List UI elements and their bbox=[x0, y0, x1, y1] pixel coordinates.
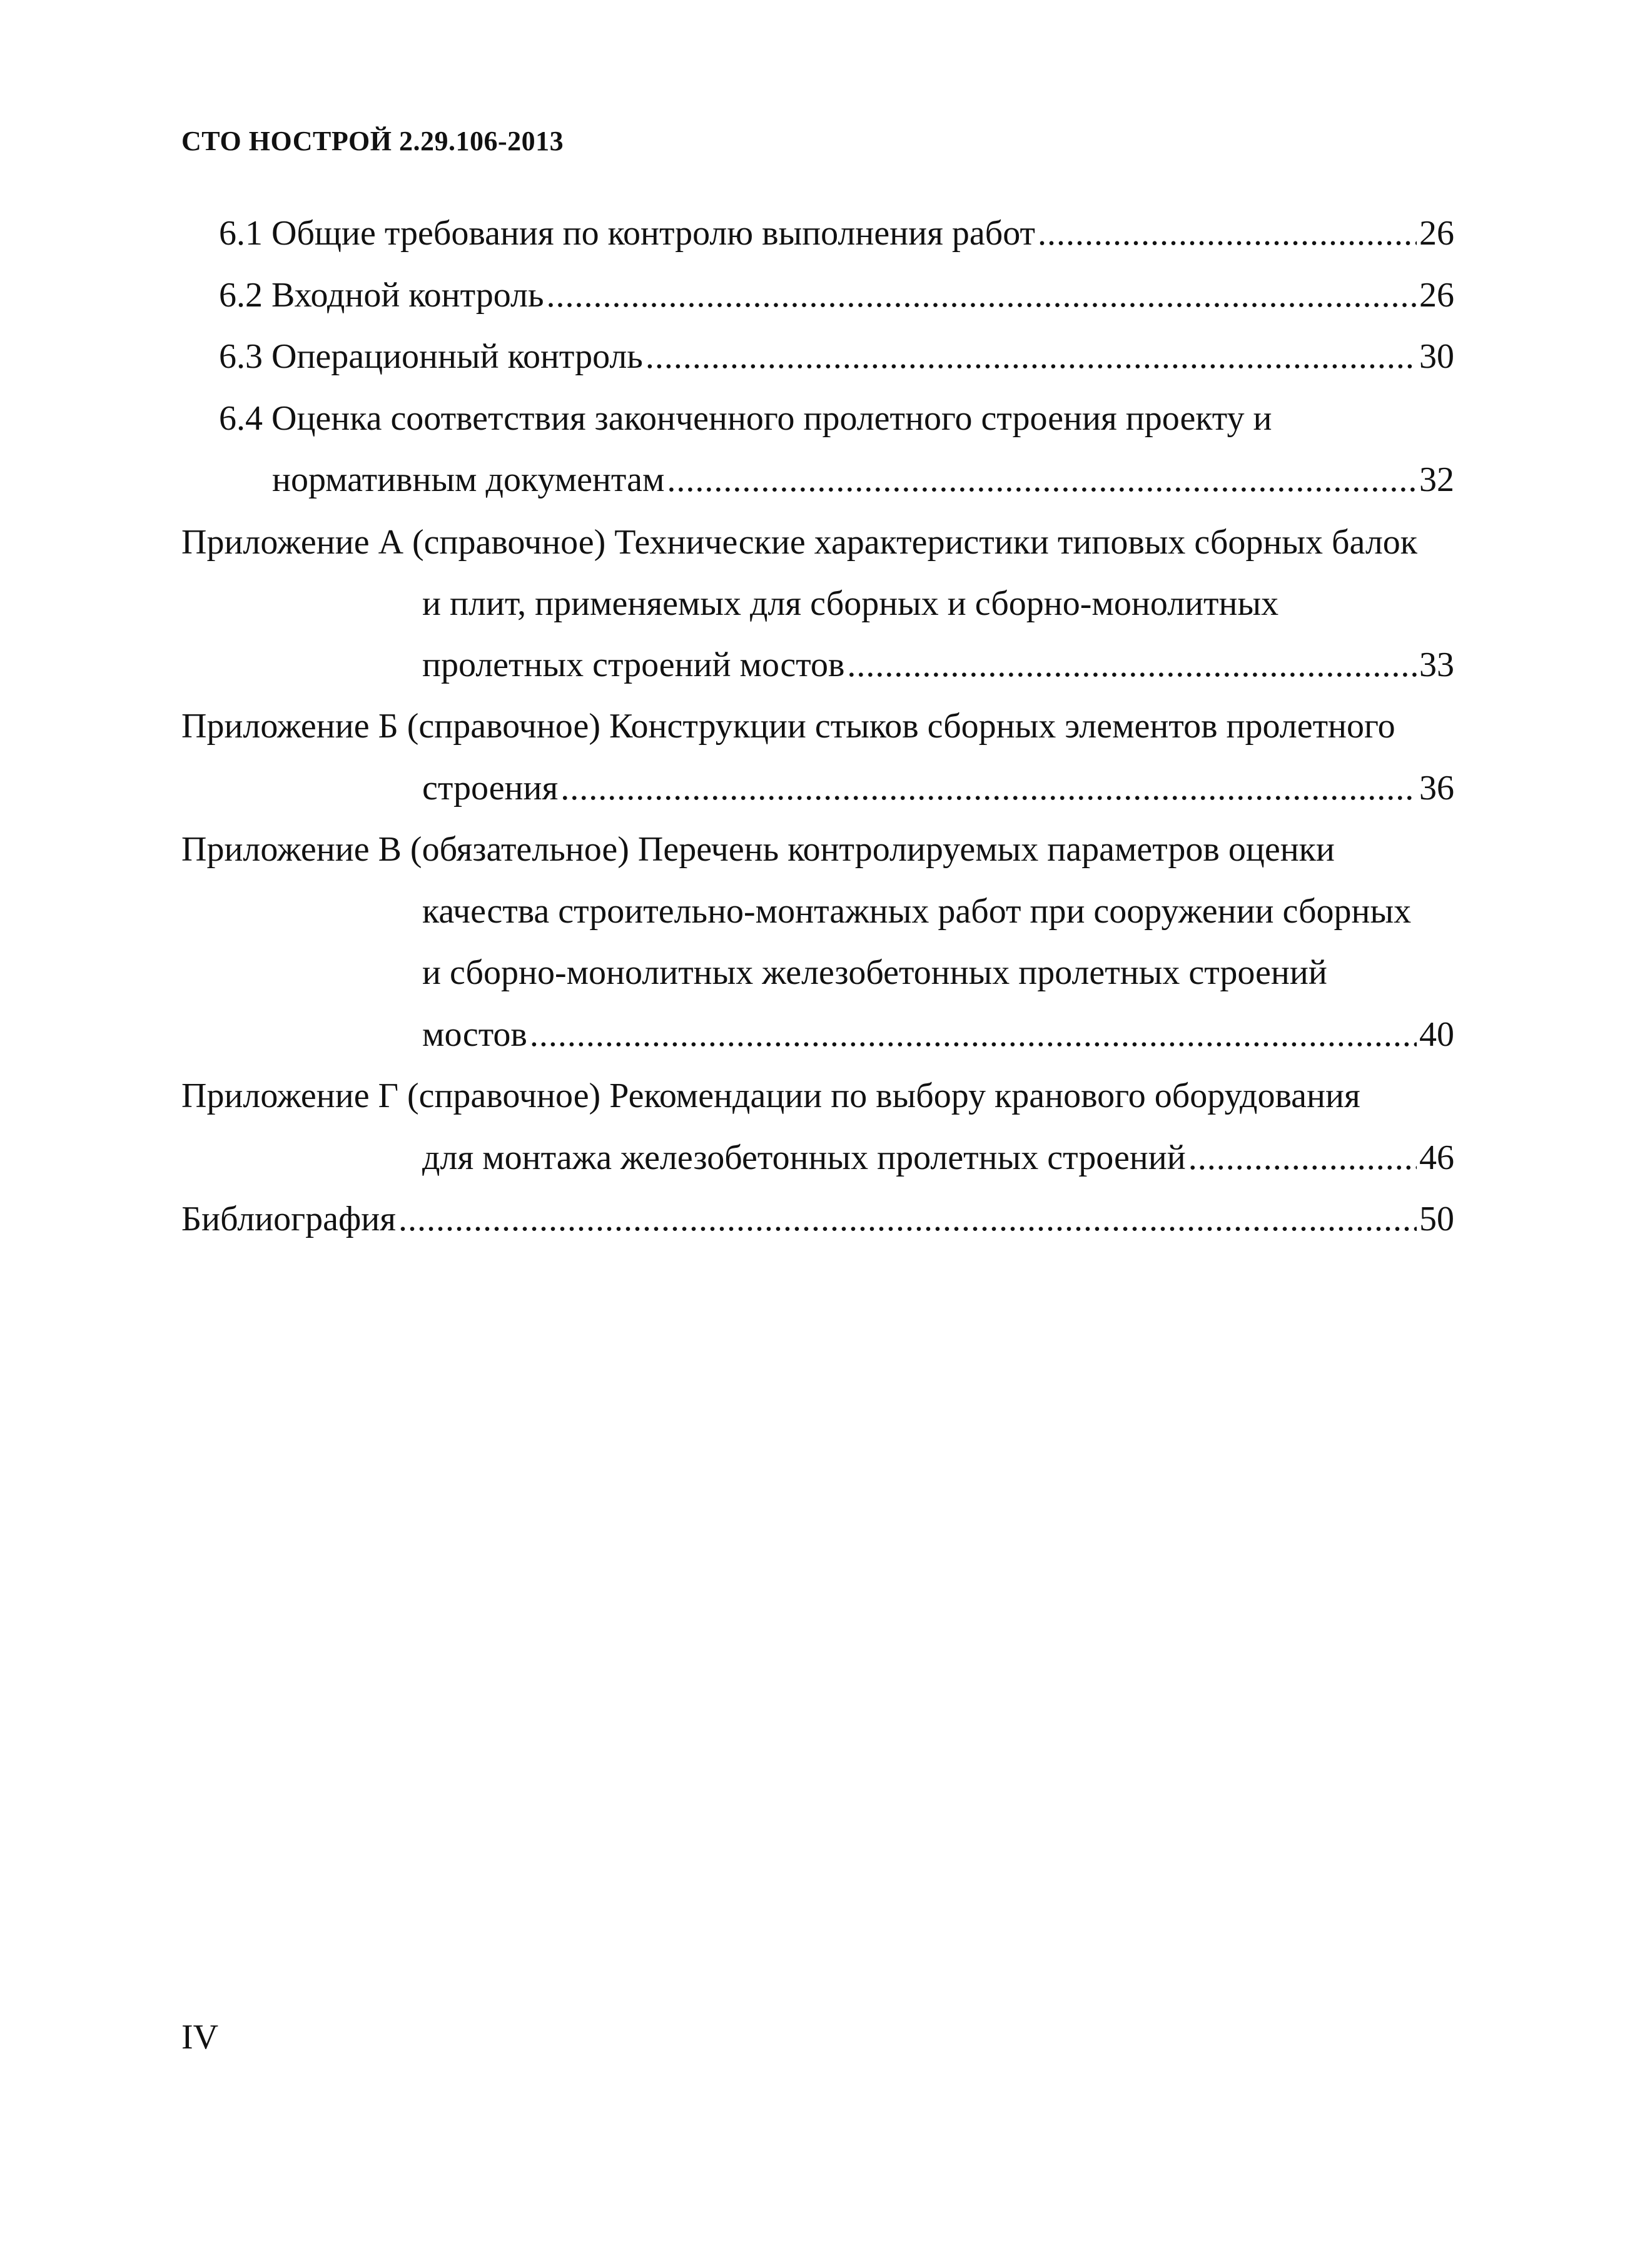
toc-entry-title: 6.3 Операционный контроль bbox=[219, 337, 643, 376]
toc-entry-appendix-a-line1[interactable]: Приложение А (справочное) Технические характеристики типовых сборных балок bbox=[181, 523, 1417, 562]
toc-entry-page: 30 bbox=[1419, 337, 1454, 376]
toc-entry-bibliography[interactable] bbox=[181, 1197, 1454, 1241]
toc-dot-leader bbox=[1188, 1136, 1417, 1180]
document-header-code: СТО НОСТРОЙ 2.29.106-2013 bbox=[181, 126, 564, 156]
toc-dot-leader bbox=[530, 1013, 1417, 1056]
toc-entry-title: пролетных строений мостов bbox=[422, 645, 845, 684]
toc-entry-title: 6.1 Общие требования по контролю выполнения работ bbox=[219, 214, 1035, 253]
toc-entry-appendix-g-line2[interactable] bbox=[422, 1136, 1454, 1180]
page-number: IV bbox=[181, 2018, 219, 2057]
toc-dot-leader bbox=[547, 273, 1417, 317]
toc-entry-appendix-v-line3: и сборно-монолитных железобетонных пролетных строений bbox=[422, 953, 1327, 992]
toc-entry-page: 40 bbox=[1419, 1015, 1454, 1054]
toc-entry-appendix-v-line2: качества строительно-монтажных работ при сооружении сборных bbox=[422, 892, 1412, 931]
toc-entry-title: нормативным документам bbox=[272, 460, 665, 499]
toc-entry-appendix-v-line1[interactable]: Приложение В (обязательное) Перечень контролируемых параметров оценки bbox=[181, 830, 1335, 869]
toc-entry-6-3[interactable] bbox=[219, 335, 1454, 378]
toc-entry-page: 46 bbox=[1419, 1138, 1454, 1177]
toc-dot-leader bbox=[560, 766, 1417, 810]
toc-entry-title: строения bbox=[422, 769, 559, 807]
toc-entry-appendix-v-line4[interactable] bbox=[422, 1013, 1454, 1056]
toc-entry-page: 33 bbox=[1419, 645, 1454, 684]
toc-entry-appendix-a-line2: и плит, применяемых для сборных и сборно-монолитных bbox=[422, 584, 1279, 623]
toc-entry-title: 6.2 Входной контроль bbox=[219, 276, 544, 315]
toc-entry-page: 26 bbox=[1419, 214, 1454, 253]
toc-dot-leader bbox=[645, 335, 1417, 378]
toc-entry-page: 32 bbox=[1419, 460, 1454, 499]
toc-entry-6-2[interactable] bbox=[219, 273, 1454, 317]
toc-dot-leader bbox=[847, 643, 1417, 687]
toc-entry-6-4-line2[interactable] bbox=[272, 458, 1454, 502]
toc-entry-appendix-a-line3[interactable] bbox=[422, 643, 1454, 687]
toc-entry-6-1[interactable] bbox=[219, 211, 1454, 255]
toc-dot-leader bbox=[667, 458, 1417, 502]
toc-entry-appendix-b-line1[interactable]: Приложение Б (справочное) Конструкции стыков сборных элементов пролетного bbox=[181, 707, 1395, 746]
toc-dot-leader bbox=[1038, 211, 1417, 255]
toc-entry-title: мостов bbox=[422, 1015, 527, 1054]
toc-entry-appendix-g-line1[interactable]: Приложение Г (справочное) Рекомендации по выбору кранового оборудования bbox=[181, 1076, 1360, 1115]
toc-entry-title: Библиография bbox=[181, 1200, 396, 1238]
toc-entry-title: для монтажа железобетонных пролетных строений bbox=[422, 1138, 1186, 1177]
toc-dot-leader bbox=[398, 1197, 1417, 1241]
toc-entry-6-4-line1[interactable]: 6.4 Оценка соответствия законченного пролетного строения проекту и bbox=[219, 399, 1272, 438]
toc-entry-page: 36 bbox=[1419, 769, 1454, 807]
toc-entry-page: 50 bbox=[1419, 1200, 1454, 1238]
toc-entry-page: 26 bbox=[1419, 276, 1454, 315]
toc-entry-appendix-b-line2[interactable] bbox=[422, 766, 1454, 810]
